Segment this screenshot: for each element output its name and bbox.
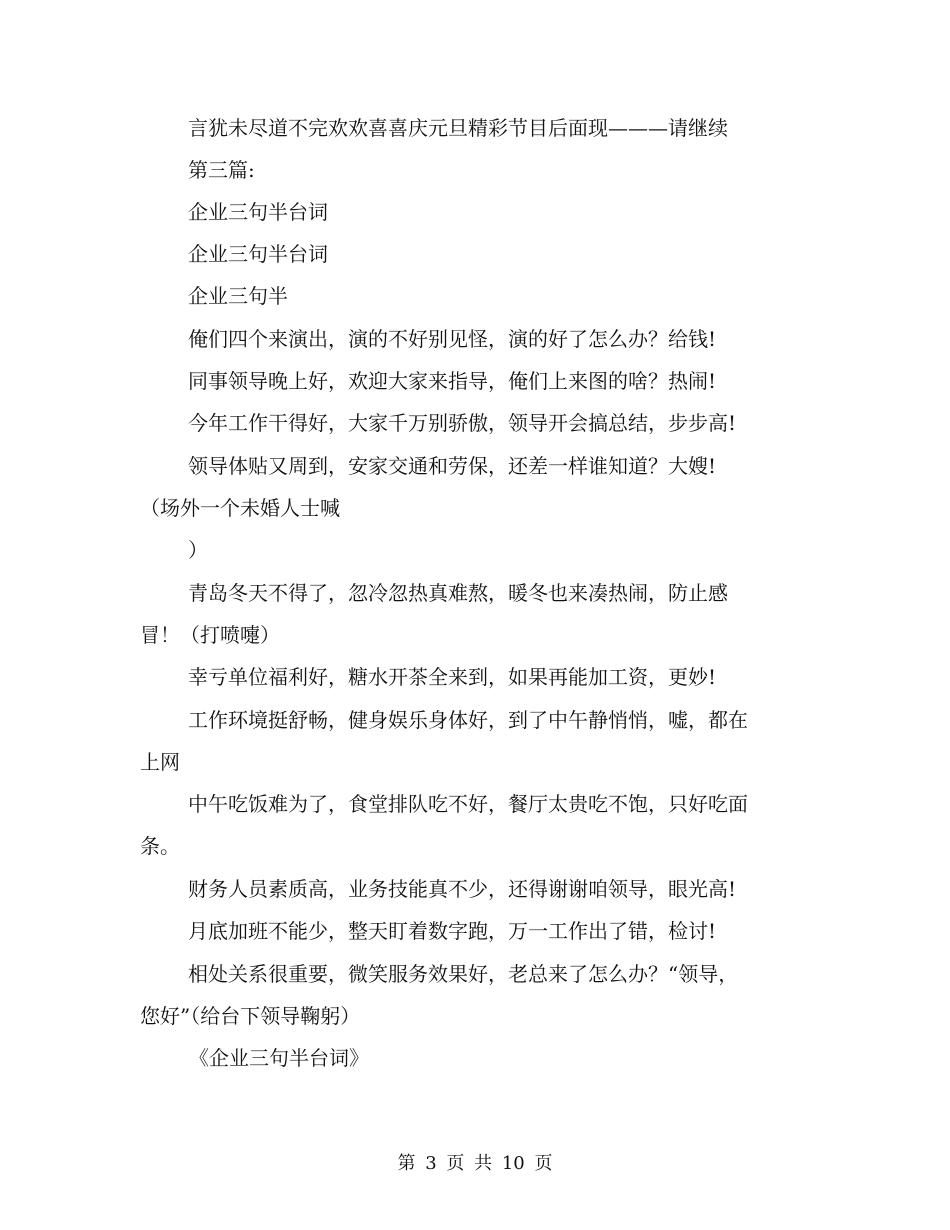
text-line: （场外一个未婚人士喊 bbox=[140, 496, 340, 520]
text-line: 企业三句半 bbox=[188, 284, 288, 308]
text-line: 条。 bbox=[140, 834, 180, 858]
text-line: 《企业三句半台词》 bbox=[189, 1046, 369, 1070]
text-line: 言犹未尽道不完欢欢喜喜庆元旦精彩节目后面现———请继续 bbox=[188, 116, 728, 140]
text-line: 中午吃饭难为了，食堂排队吃不好，餐厅太贵吃不饱，只好吃面 bbox=[188, 792, 748, 816]
text-line: 同事领导晚上好，欢迎大家来指导，俺们上来图的啥？热闹! bbox=[188, 369, 717, 393]
text-line: 冒！（打喷嚏） bbox=[140, 623, 280, 647]
text-line: ） bbox=[188, 538, 208, 562]
text-line: 上网 bbox=[140, 750, 180, 774]
text-line: 今年工作干得好，大家千万别骄傲，领导开会搞总结，步步高! bbox=[188, 411, 737, 435]
text-line: 企业三句半台词 bbox=[188, 242, 328, 266]
text-line: 相处关系很重要，微笑服务效果好，老总来了怎么办？“领导， bbox=[188, 962, 739, 986]
text-line: 幸亏单位福利好，糖水开茶全来到，如果再能加工资，更妙! bbox=[188, 665, 717, 689]
text-line: 企业三句半台词 bbox=[188, 200, 328, 224]
text-line: 工作环境挺舒畅，健身娱乐身体好，到了中午静悄悄，嘘，都在 bbox=[188, 708, 748, 732]
text-line: 财务人员素质高，业务技能真不少，还得谢谢咱领导，眼光高! bbox=[188, 877, 737, 901]
text-line: 领导体贴又周到，安家交通和劳保，还差一样谁知道？大嫂! bbox=[188, 454, 717, 478]
text-line: 您好”（给台下领导鞠躬） bbox=[140, 1004, 361, 1028]
section-heading: 第三篇: bbox=[188, 158, 255, 182]
text-line: 青岛冬天不得了，忽冷忽热真难熬，暖冬也来凑热闹，防止感 bbox=[188, 581, 728, 605]
text-line: 俺们四个来演出，演的不好别见怪，演的好了怎么办？给钱! bbox=[188, 327, 717, 351]
page-number-footer: 第 3 页 共 10 页 bbox=[397, 1153, 553, 1174]
text-line: 月底加班不能少，整天盯着数字跑，万一工作出了错，检讨! bbox=[188, 919, 717, 943]
